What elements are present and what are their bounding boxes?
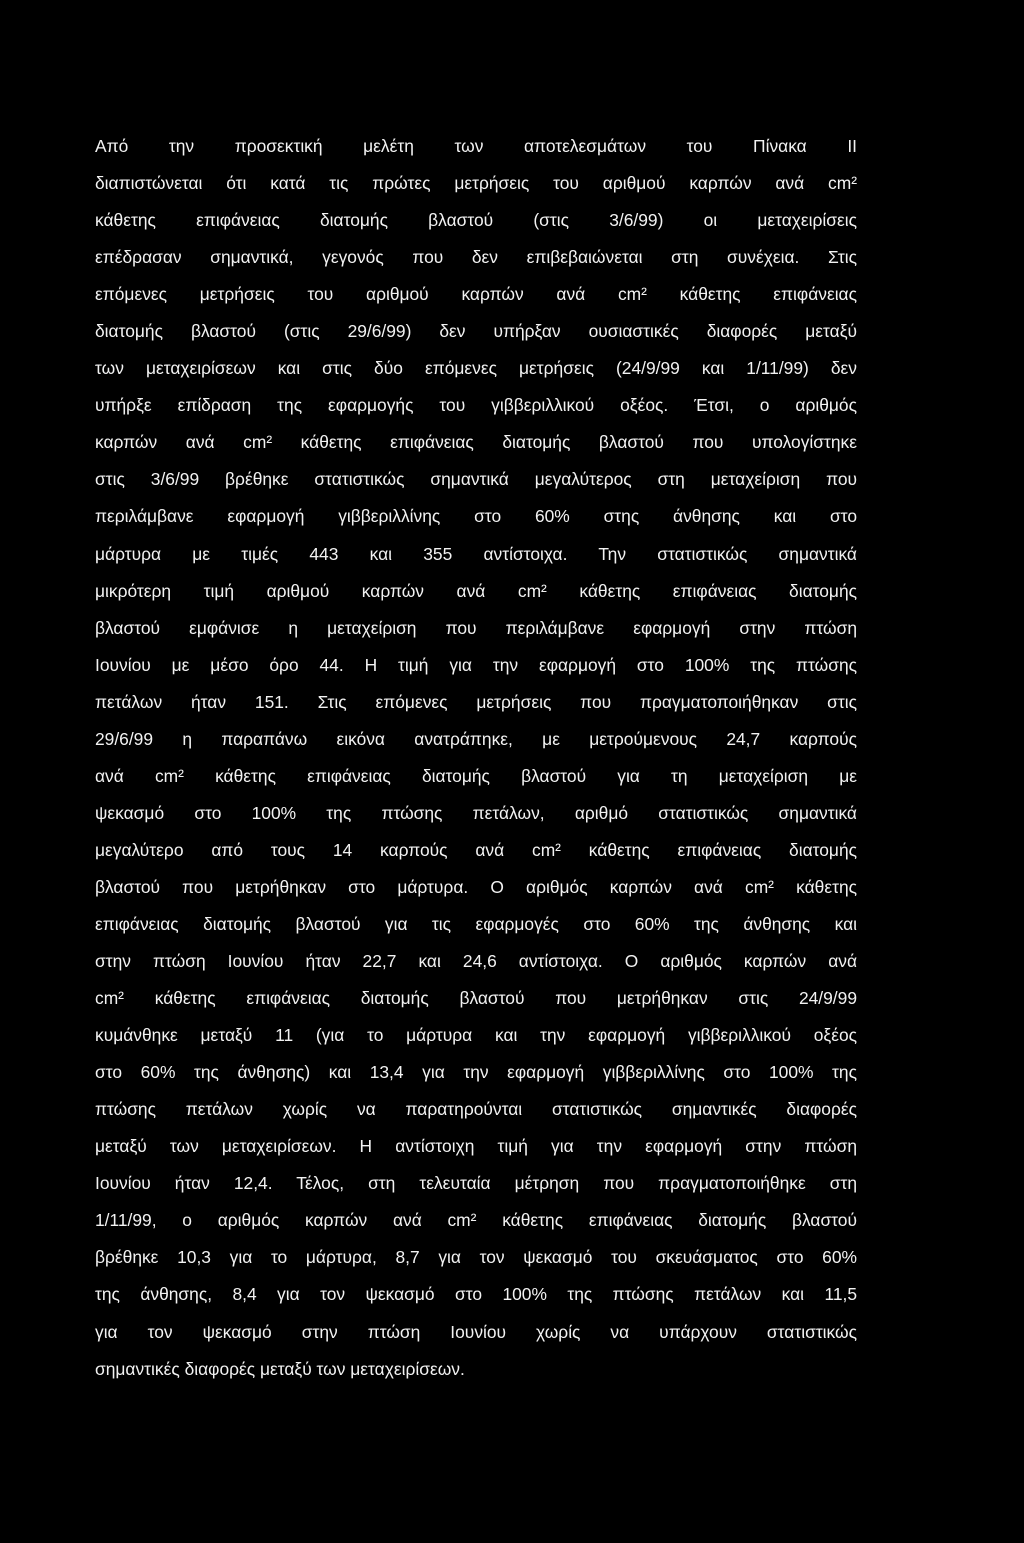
text-line-2: διαπιστώνεται ότι κατά τις πρώτες μετρήσεις του αριθμού καρπών ανά cm² [95,173,857,194]
text-line-25: κυμάνθηκε μεταξύ 11 (για το μάρτυρα και την εφαρμογή γιββεριλλικού οξέος [95,1025,857,1046]
text-line-14: βλαστού εμφάνισε η μεταχείριση που περιλάμβανε εφαρμογή στην πτώση [95,617,857,638]
text-line-12: μάρτυρα με τιμές 443 και 355 αντίστοιχα. Την στατιστικώς σημαντικά [95,543,857,564]
text-line-8: υπήρξε επίδραση της εφαρμογής του γιββεριλλικού οξέος. Έτσι, ο αριθμός [95,395,857,416]
body-paragraph [95,128,857,1388]
text-line-21: βλαστού που μετρήθηκαν στο μάρτυρα. Ο αριθμός καρπών ανά cm² κάθετης [95,876,857,897]
text-line-3: κάθετης επιφάνειας διατομής βλαστού (στις 3/6/99) οι μεταχειρίσεις [95,210,857,231]
text-line-27: πτώσης πετάλων χωρίς να παρατηρούνται στατιστικώς σημαντικές διαφορές [95,1099,857,1120]
text-line-15: Ιουνίου με μέσο όρο 44. Η τιμή για την εφαρμογή στο 100% της πτώσης [95,654,857,675]
text-line-24: cm² κάθετης επιφάνειας διατομής βλαστού που μετρήθηκαν στις 24/9/99 [95,988,857,1009]
text-line-28: μεταξύ των μεταχειρίσεων. Η αντίστοιχη τιμή για την εφαρμογή στην πτώση [95,1136,857,1157]
text-line-17: 29/6/99 η παραπάνω εικόνα ανατράπηκε, με μετρούμενους 24,7 καρπούς [95,728,857,749]
text-line-19: ψεκασμό στο 100% της πτώσης πετάλων, αριθμό στατιστικώς σημαντικά [95,802,857,823]
text-line-22: επιφάνειας διατομής βλαστού για τις εφαρμογές στο 60% της άνθησης και [95,913,857,934]
text-line-20: μεγαλύτερο από τους 14 καρπούς ανά cm² κάθετης επιφάνειας διατομής [95,839,857,860]
text-line-1: Από την προσεκτική μελέτη των αποτελεσμάτων του Πίνακα ΙΙ [95,136,857,156]
text-line-5: επόμενες μετρήσεις του αριθμού καρπών ανά cm² κάθετης επιφάνειας [95,284,857,305]
text-line-33: για τον ψεκασμό στην πτώση Ιουνίου χωρίς να υπάρχουν στατιστικώς [95,1321,857,1342]
text-line-9: καρπών ανά cm² κάθετης επιφάνειας διατομής βλαστού που υπολογίστηκε [95,432,857,453]
text-line-10: στις 3/6/99 βρέθηκε στατιστικώς σημαντικά μεγαλύτερος στη μεταχείριση που [95,469,857,490]
text-line-32: της άνθησης, 8,4 για τον ψεκασμό στο 100% της πτώσης πετάλων και 11,5 [95,1284,857,1305]
text-line-26: στο 60% της άνθησης) και 13,4 για την εφαρμογή γιββεριλλίνης στο 100% της [95,1062,857,1083]
text-line-16: πετάλων ήταν 151. Στις επόμενες μετρήσεις που πραγματοποιήθηκαν στις [95,691,857,712]
text-line-18: ανά cm² κάθετης επιφάνειας διατομής βλαστού για τη μεταχείριση με [95,765,857,786]
text-line-29: Ιουνίου ήταν 12,4. Τέλος, στη τελευταία μέτρηση που πραγματοποιήθηκε στη [95,1173,857,1194]
text-line-4: επέδρασαν σημαντικά, γεγονός που δεν επιβεβαιώνεται στη συνέχεια. Στις [95,247,857,268]
text-line-7: των μεταχειρίσεων και στις δύο επόμενες μετρήσεις (24/9/99 και 1/11/99) δεν [95,358,857,379]
text-line-11: περιλάμβανε εφαρμογή γιββεριλλίνης στο 60% στης άνθησης και στο [95,506,857,527]
text-line-31: βρέθηκε 10,3 για το μάρτυρα, 8,7 για τον ψεκασμό του σκευάσματος στο 60% [95,1247,857,1268]
text-line-6: διατομής βλαστού (στις 29/6/99) δεν υπήρξαν ουσιαστικές διαφορές μεταξύ [95,321,857,342]
text-line-13: μικρότερη τιμή αριθμού καρπών ανά cm² κάθετης επιφάνειας διατομής [95,580,857,601]
text-line-30: 1/11/99, ο αριθμός καρπών ανά cm² κάθετης επιφάνειας διατομής βλαστού [95,1210,857,1231]
text-line-34: σημαντικές διαφορές μεταξύ των μεταχειρίσεων. [95,1358,465,1379]
text-line-23: στην πτώση Ιουνίου ήταν 22,7 και 24,6 αντίστοιχα. Ο αριθμός καρπών ανά [95,951,857,972]
